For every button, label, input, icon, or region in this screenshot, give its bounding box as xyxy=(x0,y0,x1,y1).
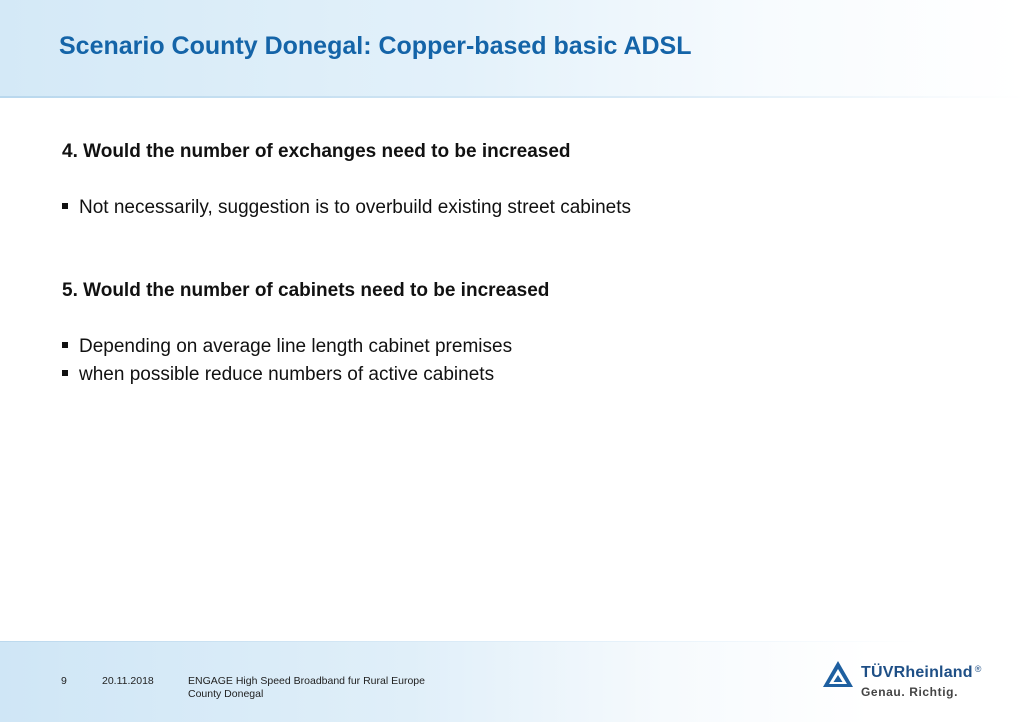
bullet-text: Depending on average line length cabinet premises xyxy=(79,336,513,357)
header-divider xyxy=(0,96,1024,98)
page-number: 9 xyxy=(61,675,67,687)
logo-brand-name xyxy=(861,664,982,682)
logo-brand-text: TÜVRheinland xyxy=(861,664,973,681)
bullet-square-icon xyxy=(62,342,68,348)
section-heading-exchanges: 4. Would the number of exchanges need to be increased xyxy=(62,141,571,162)
bullet-item xyxy=(62,197,631,219)
logo-tagline: Genau. Richtig. xyxy=(861,685,959,699)
bullet-item xyxy=(62,364,494,386)
footer-event-title: ENGAGE High Speed Broadband fur Rural Europe xyxy=(188,675,425,687)
registered-mark: ® xyxy=(974,664,982,674)
bullet-square-icon xyxy=(62,203,68,209)
footer-divider xyxy=(0,641,1024,642)
slide-title: Scenario County Donegal: Copper-based basic ADSL xyxy=(59,32,692,60)
bullet-square-icon xyxy=(62,370,68,376)
section-heading-cabinets: 5. Would the number of cabinets need to be increased xyxy=(62,280,550,301)
tuv-triangle-logo-icon xyxy=(822,660,854,688)
bullet-text: Not necessarily, suggestion is to overbuild existing street cabinets xyxy=(79,197,631,218)
bullet-item xyxy=(62,336,512,358)
footer-date: 20.11.2018 xyxy=(102,675,154,687)
bullet-text: when possible reduce numbers of active cabinets xyxy=(79,364,495,385)
footer-event-location: County Donegal xyxy=(188,688,264,700)
